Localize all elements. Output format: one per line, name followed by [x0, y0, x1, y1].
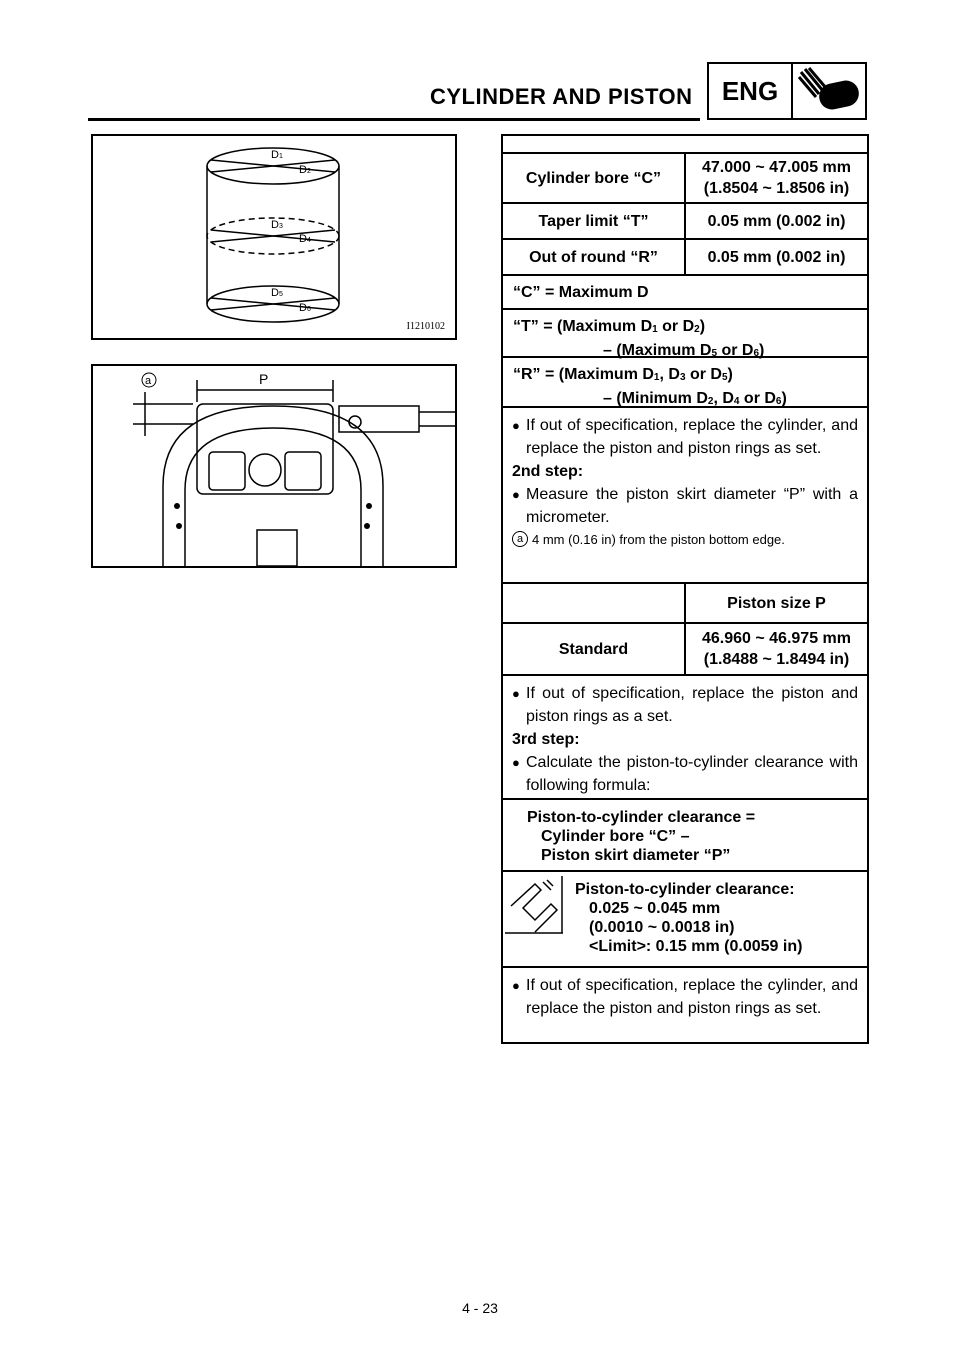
- step-2-heading: 2nd step:: [512, 463, 584, 480]
- bore-value-mm: 47.000 ~ 47.005 mm: [701, 159, 851, 176]
- instructions-3: [503, 968, 867, 1026]
- formula-line: Piston-to-cylinder clearance =: [527, 809, 756, 826]
- page-title: CYLINDER AND PISTON: [430, 84, 693, 109]
- note: a 4 mm (0.16 in) from the piston bottom edge.: [512, 531, 858, 547]
- section-label: ENG: [709, 64, 793, 118]
- list-item: ● Measure the piston skirt diameter “P” with a micrometer.: [512, 486, 858, 526]
- section-badge: [707, 62, 867, 120]
- instructions-2: [503, 676, 867, 800]
- svg-text:D6: D6: [299, 302, 311, 314]
- step-3-heading: 3rd step:: [512, 731, 580, 748]
- svg-text:D2: D2: [299, 164, 311, 176]
- spec-row-round: [503, 240, 867, 276]
- round-value: 0.05 mm (0.002 in): [707, 248, 846, 266]
- top-spacer: [503, 136, 867, 154]
- svg-text:D1: D1: [271, 149, 283, 161]
- spec-row-taper: [503, 204, 867, 240]
- list-item: ● If out of specification, replace the piston and piston rings as a set.: [512, 685, 858, 725]
- taper-label: Taper limit “T”: [503, 204, 686, 238]
- bore-value-in: (1.8504 ~ 1.8506 in): [703, 180, 850, 197]
- cylinder-diagram: [93, 136, 455, 338]
- formula-r: “R” = (Maximum $D_1$, $D_3$ or $D_5$) – (Minimum $D_2$, $D_4$ or $D_6$): [503, 358, 867, 408]
- spec2-row-standard: [503, 624, 867, 676]
- svg-text:D3: D3: [271, 219, 283, 231]
- clearance-spec-title: Piston-to-cylinder clearance:: [575, 881, 795, 898]
- formula-line: Piston skirt diameter “P”: [541, 847, 731, 864]
- standard-value: [686, 624, 867, 674]
- label-p: P: [259, 371, 269, 387]
- clearance-formula: [503, 800, 867, 872]
- instructions-1: [503, 408, 867, 584]
- cylinder-figure: [91, 134, 457, 340]
- clearance-spec-mm: 0.025 ~ 0.045 mm: [589, 900, 721, 917]
- formula-c: “C” = Maximum D: [503, 276, 867, 310]
- list-item: ● Calculate the piston-to-cylinder clearance with following formula:: [512, 754, 858, 794]
- formula-line: Cylinder bore “C” –: [541, 828, 690, 845]
- piston-size-in: (1.8488 ~ 1.8494 in): [703, 651, 850, 668]
- clearance-limit: <Limit>: 0.15 mm (0.0059 in): [589, 938, 803, 955]
- piston-figure: [91, 364, 457, 568]
- label-a: a: [145, 375, 152, 387]
- clearance-spec-in: (0.0010 ~ 0.0018 in): [589, 919, 735, 936]
- clearance-spec: [503, 872, 867, 968]
- formula-t: “T” = (Maximum $D_1$ or $D_2$) – (Maximum $D_5$ or $D_6$): [503, 310, 867, 358]
- piston-micrometer-diagram: [93, 366, 455, 566]
- standard-label: Standard: [503, 624, 686, 674]
- round-label: Out of round “R”: [503, 240, 686, 274]
- list-item: ● If out of specification, replace the cylinder, and replace the piston and piston rings as set.: [512, 417, 858, 457]
- spec-column: [501, 134, 869, 1044]
- taper-value: 0.05 mm (0.002 in): [707, 212, 846, 230]
- caliper-icon: [505, 876, 563, 934]
- svg-text:D5: D5: [271, 287, 283, 299]
- piston-size-header: Piston size P: [727, 594, 826, 612]
- engine-icon: [793, 64, 865, 118]
- spec-row-bore: [503, 154, 867, 204]
- spec2-header-row: [503, 584, 867, 624]
- svg-text:D4: D4: [299, 233, 311, 245]
- figure-code: I1210102: [406, 321, 445, 332]
- bore-value: [686, 154, 867, 202]
- piston-size-mm: 46.960 ~ 46.975 mm: [701, 630, 851, 647]
- page-number: 4 - 23: [462, 1300, 498, 1316]
- bore-label: Cylinder bore “C”: [503, 154, 686, 202]
- list-item: ● If out of specification, replace the cylinder, and replace the piston and piston rings as set.: [512, 977, 858, 1017]
- header-rule: [88, 118, 700, 121]
